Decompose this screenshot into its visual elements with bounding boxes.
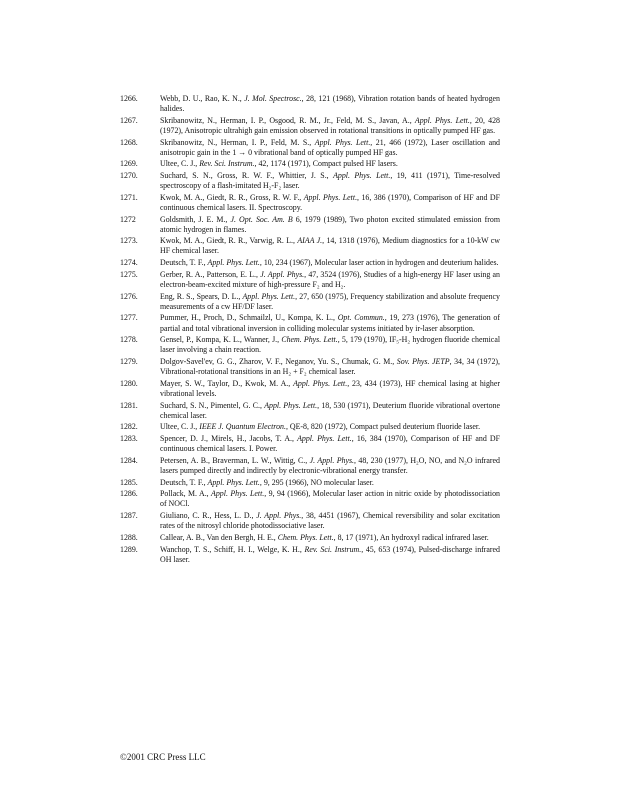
reference-number: 1286. [120, 489, 138, 499]
reference-number: 1289. [120, 544, 138, 554]
reference-text [160, 292, 500, 312]
reference-number: 1272 [120, 214, 136, 224]
reference-item [120, 545, 500, 565]
reference-authors: Skribanowitz, N., Herman, I. P., Osgood, R. M., Jr., Feld, M. S., Javan, A., [160, 115, 415, 125]
reference-authors: Callear, A. B., Van den Bergh, H. E., [160, 532, 278, 542]
reference-authors: Ultee, C. J., [160, 422, 200, 432]
reference-journal: Appl. Phys. Lett. [264, 400, 318, 410]
reference-details: , 19, 273 (1976), The generation of partial and total vibrational inversion in colliding molecular systems initiated by ir-laser absorption. [160, 313, 501, 333]
reference-details: , 16, 386 (1970), Comparison of HF and DF continuous chemical lasers. II. Spectroscopy. [160, 192, 500, 212]
reference-text [160, 159, 500, 169]
reference-journal: Chem. Phys. Lett. [277, 532, 334, 542]
reference-item [120, 533, 500, 543]
reference-authors: Suchard, S. N., Pimentel, G. C., [160, 400, 265, 410]
reference-text [160, 138, 500, 158]
reference-number: 1284. [120, 455, 138, 465]
reference-journal: Appl. Phys. Lett. [314, 137, 371, 147]
reference-authors: Wanchop, T. S., Schiff, H. I., Welge, K. H., [160, 544, 305, 554]
reference-number: 1278. [120, 335, 138, 345]
reference-item [120, 138, 500, 158]
reference-item [120, 357, 500, 377]
reference-authors: Pummer, H., Proch, D., Schmailzl, U., Kompa, K. L., [160, 313, 338, 323]
reference-authors: Ultee, C. J., [160, 159, 200, 169]
reference-journal: Appl. Phys. Lett. [207, 258, 260, 268]
reference-text [160, 193, 500, 213]
reference-authors: Deutsch, T. F., [160, 477, 208, 487]
reference-text [160, 313, 500, 333]
reference-details: 6, 1979 (1989), Two photon excited stimulated emission from atomic hydrogen in flames. [160, 214, 500, 234]
reference-text [160, 533, 500, 543]
reference-authors: Gensel, P., Kompa, K. L., Wanner, J., [160, 335, 282, 345]
reference-item [120, 292, 500, 312]
reference-details: , 19, 411 (1971), Time-resolved spectroscopy of a flash-imitated H₂-F₂ laser. [160, 171, 500, 191]
reference-number: 1276. [120, 291, 138, 301]
reference-journal: J. Appl. Phys. [309, 455, 355, 465]
reference-number: 1279. [120, 356, 138, 366]
reference-authors: Mayer, S. W., Taylor, D., Kwok, M. A., [160, 378, 294, 388]
reference-number: 1271. [120, 192, 138, 202]
reference-authors: Spencer, D. J., Mirels, H., Jacobs, T. A., [160, 434, 298, 443]
reference-authors: Pollack, M. A., [160, 489, 212, 499]
reference-item [120, 434, 500, 454]
reference-journal: Rev. Sci. Instrum. [199, 159, 255, 169]
reference-details: , 9, 94 (1966), Molecular laser action in nitric oxide by photodissociation of NOCl. [160, 489, 500, 509]
reference-details: , 8, 17 (1971), An hydroxyl radical infrared laser. [333, 532, 489, 542]
reference-details: , 34, 34 (1972), Vibrational-rotational transitions in an H₂ + F₂ chemical laser. [160, 356, 500, 377]
reference-details: , 9, 295 (1966), NO molecular laser. [259, 477, 374, 487]
reference-text [160, 489, 500, 509]
reference-text [160, 422, 500, 432]
reference-item [120, 422, 500, 432]
reference-journal: Opt. Commun. [337, 313, 385, 323]
reference-text [160, 456, 500, 476]
reference-details: , 42, 1174 (1971), Compact pulsed HF lasers. [254, 159, 398, 169]
reference-number: 1277. [120, 313, 138, 323]
reference-journal: AIAA J. [297, 236, 323, 246]
reference-authors: Deutsch, T. F., [160, 258, 208, 268]
reference-journal: J. Opt. Soc. Am. B [230, 214, 293, 224]
reference-journal: Appl. Phys. Lett. [211, 489, 265, 499]
reference-item [120, 215, 500, 235]
reference-journal: Appl. Phys. Lett. [207, 477, 260, 487]
reference-item [120, 456, 500, 476]
reference-details: , 20, 428 (1972), Anisotropic ultrahigh gain emission observed in rotational transitions in optically pumped HF gas. [160, 115, 500, 135]
reference-number: 1287. [120, 511, 138, 521]
reference-item [120, 270, 500, 290]
reference-text [160, 270, 500, 290]
reference-item [120, 171, 500, 191]
reference-journal: IEEE J. Quantum Electron. [199, 422, 286, 432]
reference-authors: Giuliano, C. R., Hess, L. D., [160, 511, 257, 521]
reference-details: , 48, 230 (1977), H₂O, NO, and N₂O infrared lasers pumped directly and indirectly by electronic-vibrational energy transfer. [160, 455, 500, 475]
reference-text [160, 236, 500, 256]
reference-authors: Skribanowitz, N., Herman, I. P., Feld, M. S., [160, 137, 315, 147]
reference-journal: Appl. Phys. Lett. [333, 171, 391, 181]
reference-journal: Appl. Phys. Lett. [293, 378, 348, 388]
reference-authors: Webb, D. U., Rao, K. N., [160, 94, 245, 103]
reference-item [120, 335, 500, 355]
reference-text [160, 357, 500, 377]
reference-details: , 10, 234 (1967), Molecular laser action in hydrogen and deuterium halides. [259, 258, 499, 268]
reference-number: 1288. [120, 532, 138, 542]
reference-authors: Kwok, M. A., Giedt, R. R., Gross, R. W. F., [160, 192, 304, 202]
reference-journal: Rev. Sci. Instrum. [304, 544, 362, 554]
reference-authors: Petersen, A. B., Braverman, L. W., Wittig, C., [160, 455, 310, 465]
reference-item [120, 236, 500, 256]
reference-text [160, 116, 500, 136]
reference-number: 1266. [120, 94, 138, 103]
reference-number: 1285. [120, 477, 138, 487]
reference-authors: Gerber, R. A., Patterson, E. L., [160, 269, 261, 279]
reference-text [160, 478, 500, 488]
reference-text [160, 258, 500, 268]
reference-text [160, 545, 500, 565]
reference-item [120, 313, 500, 333]
reference-text [160, 215, 500, 235]
reference-journal: Appl. Phys. Lett. [297, 434, 352, 443]
reference-list [120, 94, 500, 566]
reference-authors: Eng, R. S., Spears, D. L., [160, 291, 243, 301]
reference-text [160, 379, 500, 399]
reference-details: , 47, 3524 (1976), Studies of a high-energy HF laser using an electron-beam-excited mixture of high-pressure F₂ and H₂. [160, 269, 500, 289]
reference-text [160, 434, 500, 454]
reference-journal: J. Appl. Phys. [260, 269, 305, 279]
reference-number: 1275. [120, 269, 138, 279]
reference-text [160, 171, 500, 191]
reference-details: , 16, 384 (1970), Comparison of HF and DF continuous chemical lasers. I. Power. [160, 434, 500, 454]
reference-number: 1267. [120, 115, 138, 125]
reference-number: 1280. [120, 378, 138, 388]
reference-number: 1269. [120, 159, 138, 169]
reference-item [120, 478, 500, 488]
reference-item [120, 116, 500, 136]
reference-details: , 5, 179 (1970), IF₅-H₂ hydrogen fluoride chemical laser involving a chain reaction. [160, 335, 501, 355]
copyright-footer: ©2001 CRC Press LLC [120, 752, 206, 762]
reference-journal: Appl. Phys. Lett. [414, 115, 470, 125]
reference-authors: Suchard, S. N., Gross, R. W. F., Whittier, J. S., [160, 171, 334, 181]
reference-details: , 18, 530 (1971), Deuterium fluoride vibrational overtone chemical laser. [160, 400, 500, 420]
reference-number: 1270. [120, 171, 138, 181]
reference-item [120, 94, 500, 114]
reference-details: , 38, 4451 (1967), Chemical reversibility and solar excitation rates of the nitrosyl chloride photodissociative laser. [160, 511, 500, 531]
reference-number: 1282. [120, 422, 138, 432]
reference-text [160, 94, 500, 114]
reference-details: , 23, 434 (1973), HF chemical lasing at higher vibrational levels. [160, 378, 500, 398]
reference-details: , 14, 1318 (1976), Medium diagnostics for a 10-kW cw HF chemical laser. [160, 236, 500, 256]
reference-number: 1281. [120, 400, 138, 410]
reference-journal: Chem. Phys. Lett. [281, 335, 338, 345]
reference-number: 1274. [120, 258, 138, 268]
reference-number: 1283. [120, 434, 138, 443]
reference-authors: Kwok, M. A., Giedt, R. R., Varwig, R. L., [160, 236, 298, 246]
reference-text [160, 335, 500, 355]
reference-number: 1268. [120, 137, 138, 147]
reference-journal: Appl. Phys. Lett. [242, 291, 296, 301]
reference-item [120, 379, 500, 399]
reference-item [120, 401, 500, 421]
reference-number: 1273. [120, 236, 138, 246]
reference-details: , 21, 466 (1972), Laser oscillation and anisotropic gain in the 1 → 0 vibrational band of optically pumped HF gas. [160, 137, 500, 157]
reference-text [160, 401, 500, 421]
reference-details: , 28, 121 (1968), Vibration rotation bands of heated hydrogen halides. [160, 94, 500, 114]
reference-item [120, 159, 500, 169]
reference-journal: J. Appl. Phys. [256, 511, 302, 521]
reference-journal: Sov. Phys. JETP [396, 356, 450, 366]
reference-details: , QE-8, 820 (1972), Compact pulsed deuterium fluoride laser. [285, 422, 481, 432]
reference-journal: Appl. Phys. Lett. [303, 192, 358, 202]
reference-item [120, 258, 500, 268]
reference-text [160, 511, 500, 531]
reference-details: , 27, 650 (1975), Frequency stabilization and absolute frequency measurements of a cw HF/DF laser. [160, 291, 500, 311]
reference-item [120, 193, 500, 213]
reference-authors: Dolgov-Savel'ev, G. G., Zharov, V. F., Neganov, Yu. S., Chumak, G. M., [160, 356, 397, 366]
reference-item [120, 489, 500, 509]
reference-authors: Goldsmith, J. E. M., [160, 214, 231, 224]
reference-details: , 45, 653 (1974), Pulsed-discharge infrared OH laser. [160, 544, 501, 564]
reference-journal: J. Mol. Spectrosc. [244, 94, 302, 103]
reference-item [120, 511, 500, 531]
